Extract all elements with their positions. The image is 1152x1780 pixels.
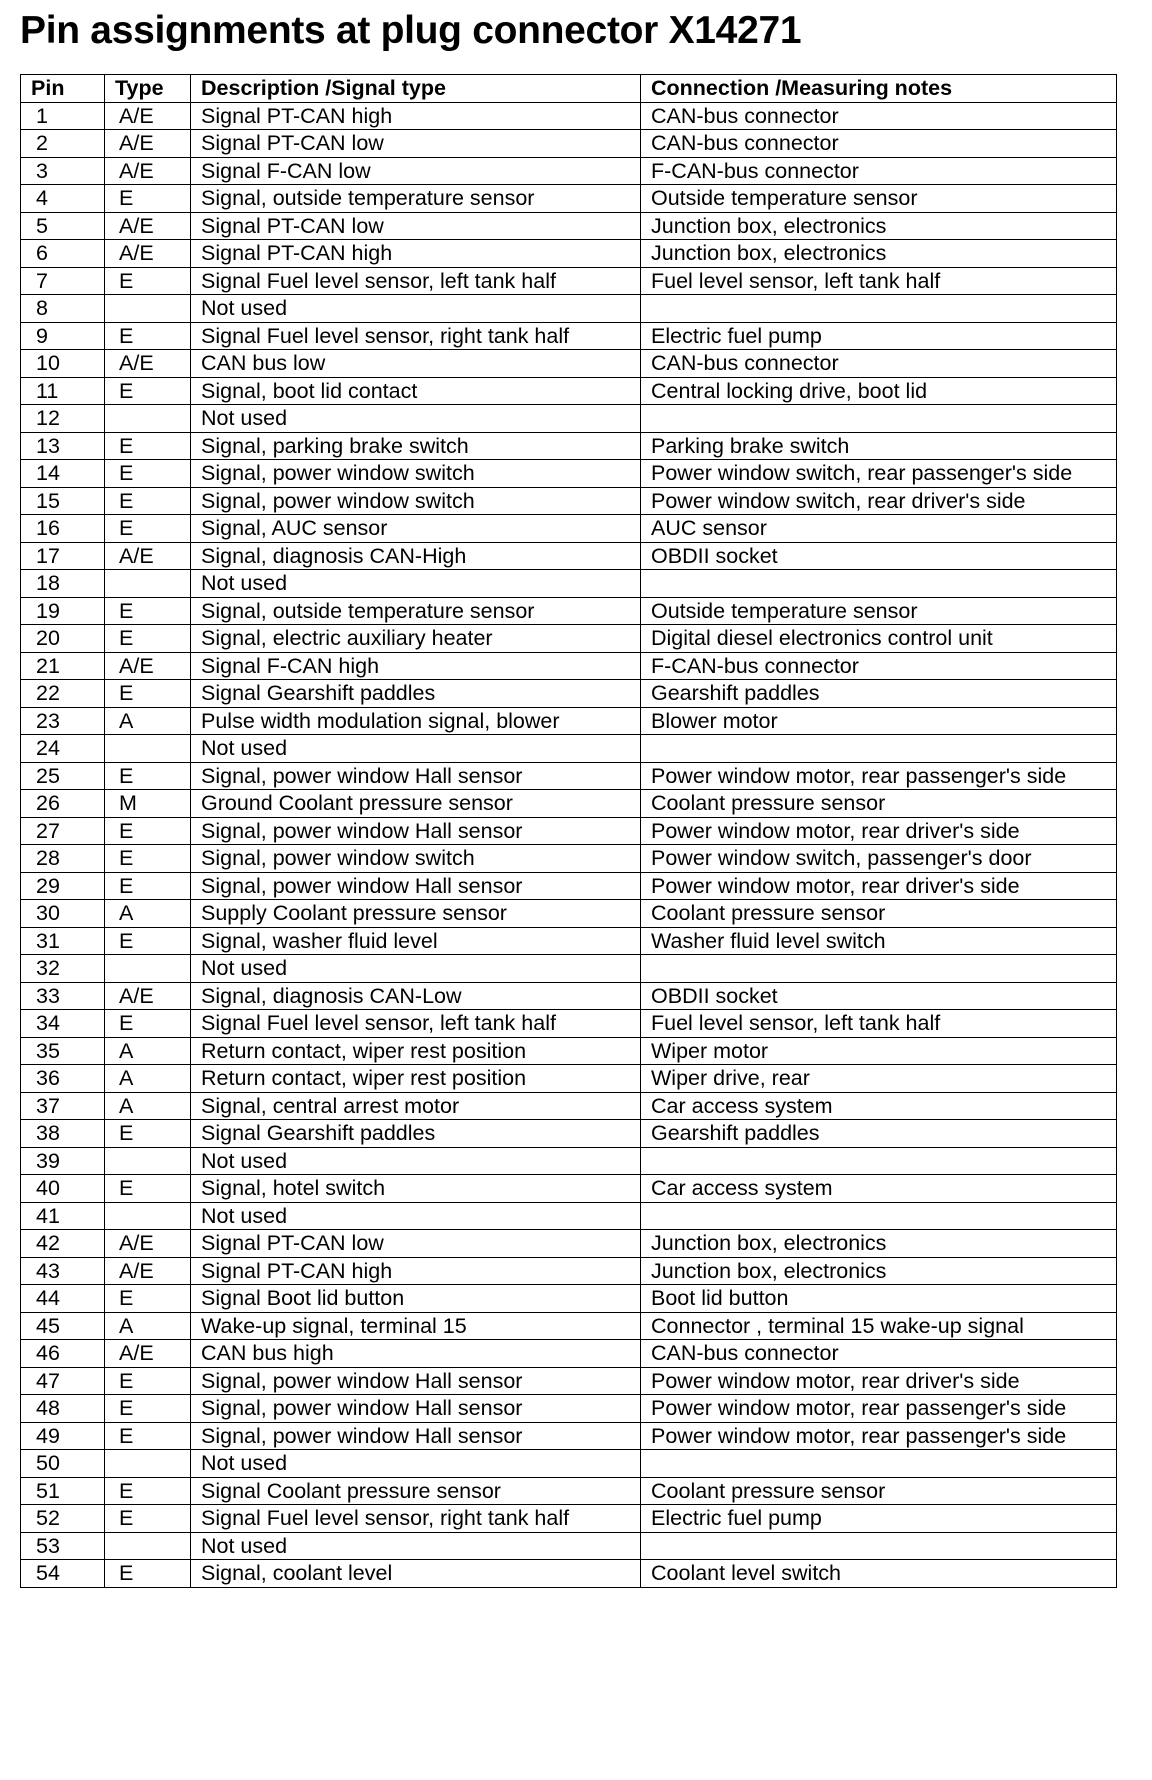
- table-row: [21, 185, 1117, 213]
- table-row: [21, 1037, 1117, 1065]
- pin-cell: 54: [21, 1560, 105, 1588]
- table-row: [21, 1395, 1117, 1423]
- description-cell: Signal PT-CAN high: [191, 102, 641, 130]
- pin-cell: 11: [21, 377, 105, 405]
- description-cell: Signal, power window Hall sensor: [191, 1367, 641, 1395]
- table-row: [21, 570, 1117, 598]
- pin-cell: 30: [21, 900, 105, 928]
- table-row: [21, 927, 1117, 955]
- type-cell: A/E: [105, 102, 191, 130]
- pin-cell: 53: [21, 1532, 105, 1560]
- table-row: [21, 652, 1117, 680]
- connection-cell: [641, 1147, 1117, 1175]
- table-row: [21, 1560, 1117, 1588]
- table-row: [21, 845, 1117, 873]
- table-row: [21, 1010, 1117, 1038]
- description-cell: Signal Gearshift paddles: [191, 680, 641, 708]
- type-cell: E: [105, 267, 191, 295]
- connection-cell: Power window switch, passenger's door: [641, 845, 1117, 873]
- type-cell: [105, 735, 191, 763]
- pin-cell: 28: [21, 845, 105, 873]
- connection-cell: [641, 1450, 1117, 1478]
- connection-cell: [641, 295, 1117, 323]
- table-row: [21, 1532, 1117, 1560]
- connection-cell: Connector , terminal 15 wake-up signal: [641, 1312, 1117, 1340]
- table-row: [21, 1120, 1117, 1148]
- table-row: [21, 1257, 1117, 1285]
- connection-cell: Gearshift paddles: [641, 1120, 1117, 1148]
- connection-cell: Fuel level sensor, left tank half: [641, 267, 1117, 295]
- table-row: [21, 1340, 1117, 1368]
- connection-cell: Gearshift paddles: [641, 680, 1117, 708]
- pin-cell: 32: [21, 955, 105, 983]
- description-cell: Not used: [191, 1147, 641, 1175]
- pin-cell: 37: [21, 1092, 105, 1120]
- type-cell: E: [105, 1367, 191, 1395]
- description-cell: Pulse width modulation signal, blower: [191, 707, 641, 735]
- type-cell: [105, 1202, 191, 1230]
- table-row: [21, 1065, 1117, 1093]
- table-row: [21, 1367, 1117, 1395]
- pin-cell: 25: [21, 762, 105, 790]
- page-title: Pin assignments at plug connector X14271: [20, 9, 802, 52]
- table-row: [21, 1422, 1117, 1450]
- pin-cell: 48: [21, 1395, 105, 1423]
- type-cell: E: [105, 1395, 191, 1423]
- connection-cell: Wiper motor: [641, 1037, 1117, 1065]
- table-row: [21, 1147, 1117, 1175]
- connection-cell: Outside temperature sensor: [641, 185, 1117, 213]
- table-row: [21, 762, 1117, 790]
- type-cell: A/E: [105, 212, 191, 240]
- table-row: [21, 377, 1117, 405]
- type-cell: E: [105, 432, 191, 460]
- description-cell: Signal, hotel switch: [191, 1175, 641, 1203]
- table-body: [21, 102, 1117, 1587]
- pin-cell: 36: [21, 1065, 105, 1093]
- description-cell: Supply Coolant pressure sensor: [191, 900, 641, 928]
- table-row: [21, 680, 1117, 708]
- description-cell: Signal, power window Hall sensor: [191, 1395, 641, 1423]
- description-cell: Signal, power window Hall sensor: [191, 1422, 641, 1450]
- pin-cell: 42: [21, 1230, 105, 1258]
- description-cell: Signal PT-CAN high: [191, 1257, 641, 1285]
- pin-cell: 8: [21, 295, 105, 323]
- type-cell: A: [105, 1092, 191, 1120]
- type-cell: E: [105, 817, 191, 845]
- connection-cell: Junction box, electronics: [641, 1257, 1117, 1285]
- type-cell: E: [105, 845, 191, 873]
- connection-cell: [641, 570, 1117, 598]
- connection-cell: Power window motor, rear driver's side: [641, 1367, 1117, 1395]
- pin-cell: 45: [21, 1312, 105, 1340]
- connection-cell: Power window motor, rear passenger's side: [641, 1395, 1117, 1423]
- table-row: [21, 900, 1117, 928]
- type-cell: E: [105, 515, 191, 543]
- pin-cell: 51: [21, 1477, 105, 1505]
- description-cell: Signal PT-CAN low: [191, 1230, 641, 1258]
- description-cell: Signal PT-CAN high: [191, 240, 641, 268]
- type-cell: A/E: [105, 240, 191, 268]
- type-cell: E: [105, 625, 191, 653]
- connection-cell: Power window switch, rear passenger's side: [641, 460, 1117, 488]
- pin-cell: 12: [21, 405, 105, 433]
- table-row: [21, 542, 1117, 570]
- pin-cell: 31: [21, 927, 105, 955]
- pin-cell: 38: [21, 1120, 105, 1148]
- type-cell: [105, 955, 191, 983]
- type-cell: E: [105, 1477, 191, 1505]
- type-cell: E: [105, 1010, 191, 1038]
- pin-cell: 19: [21, 597, 105, 625]
- type-cell: E: [105, 487, 191, 515]
- table-row: [21, 102, 1117, 130]
- description-cell: Not used: [191, 1532, 641, 1560]
- table-row: [21, 350, 1117, 378]
- connection-cell: OBDII socket: [641, 542, 1117, 570]
- type-cell: E: [105, 185, 191, 213]
- description-cell: Not used: [191, 405, 641, 433]
- connection-cell: Boot lid button: [641, 1285, 1117, 1313]
- description-cell: Signal Fuel level sensor, left tank half: [191, 267, 641, 295]
- description-cell: Signal PT-CAN low: [191, 130, 641, 158]
- type-cell: A/E: [105, 1340, 191, 1368]
- connection-cell: CAN-bus connector: [641, 1340, 1117, 1368]
- type-cell: [105, 295, 191, 323]
- type-cell: A/E: [105, 130, 191, 158]
- connection-cell: [641, 405, 1117, 433]
- pin-cell: 49: [21, 1422, 105, 1450]
- connection-cell: CAN-bus connector: [641, 102, 1117, 130]
- connection-cell: [641, 735, 1117, 763]
- pin-cell: 41: [21, 1202, 105, 1230]
- type-cell: E: [105, 680, 191, 708]
- table-row: [21, 817, 1117, 845]
- type-cell: E: [105, 1175, 191, 1203]
- connection-cell: Fuel level sensor, left tank half: [641, 1010, 1117, 1038]
- description-cell: Signal PT-CAN low: [191, 212, 641, 240]
- description-cell: Signal, diagnosis CAN-Low: [191, 982, 641, 1010]
- pin-cell: 10: [21, 350, 105, 378]
- table-row: [21, 1312, 1117, 1340]
- connection-cell: AUC sensor: [641, 515, 1117, 543]
- description-cell: Signal Boot lid button: [191, 1285, 641, 1313]
- type-cell: E: [105, 460, 191, 488]
- connection-cell: Car access system: [641, 1092, 1117, 1120]
- connection-cell: Digital diesel electronics control unit: [641, 625, 1117, 653]
- description-cell: Signal, power window switch: [191, 487, 641, 515]
- description-cell: Signal, power window switch: [191, 845, 641, 873]
- connection-cell: Coolant level switch: [641, 1560, 1117, 1588]
- type-cell: A/E: [105, 1257, 191, 1285]
- connection-cell: Blower motor: [641, 707, 1117, 735]
- type-cell: A/E: [105, 982, 191, 1010]
- table-row: [21, 1505, 1117, 1533]
- pin-cell: 15: [21, 487, 105, 515]
- description-cell: Not used: [191, 955, 641, 983]
- connection-cell: Central locking drive, boot lid: [641, 377, 1117, 405]
- table-row: [21, 1477, 1117, 1505]
- pin-cell: 46: [21, 1340, 105, 1368]
- table-row: [21, 1285, 1117, 1313]
- description-cell: Signal, parking brake switch: [191, 432, 641, 460]
- description-cell: Signal Gearshift paddles: [191, 1120, 641, 1148]
- pin-assignment-table: [20, 74, 1117, 1588]
- connection-cell: Coolant pressure sensor: [641, 790, 1117, 818]
- description-cell: Wake-up signal, terminal 15: [191, 1312, 641, 1340]
- connection-cell: F-CAN-bus connector: [641, 157, 1117, 185]
- description-cell: Signal, electric auxiliary heater: [191, 625, 641, 653]
- description-cell: Signal, power window Hall sensor: [191, 817, 641, 845]
- connection-cell: OBDII socket: [641, 982, 1117, 1010]
- type-cell: A: [105, 900, 191, 928]
- type-cell: E: [105, 1505, 191, 1533]
- pin-cell: 39: [21, 1147, 105, 1175]
- connection-cell: [641, 1202, 1117, 1230]
- table-row: [21, 487, 1117, 515]
- type-cell: [105, 1147, 191, 1175]
- connection-cell: Wiper drive, rear: [641, 1065, 1117, 1093]
- pin-cell: 52: [21, 1505, 105, 1533]
- pin-cell: 21: [21, 652, 105, 680]
- table-row: [21, 1450, 1117, 1478]
- type-cell: E: [105, 597, 191, 625]
- pin-cell: 18: [21, 570, 105, 598]
- type-cell: E: [105, 872, 191, 900]
- description-cell: Signal, washer fluid level: [191, 927, 641, 955]
- type-cell: E: [105, 927, 191, 955]
- description-cell: Signal F-CAN low: [191, 157, 641, 185]
- table-row: [21, 790, 1117, 818]
- table-row: [21, 982, 1117, 1010]
- column-header-connection: Connection /Measuring notes: [641, 75, 1117, 103]
- type-cell: A: [105, 1312, 191, 1340]
- pin-cell: 23: [21, 707, 105, 735]
- table-row: [21, 460, 1117, 488]
- column-header-description: Description /Signal type: [191, 75, 641, 103]
- pin-cell: 6: [21, 240, 105, 268]
- table-row: [21, 597, 1117, 625]
- type-cell: [105, 405, 191, 433]
- description-cell: Return contact, wiper rest position: [191, 1037, 641, 1065]
- connection-cell: Power window motor, rear passenger's side: [641, 1422, 1117, 1450]
- connection-cell: Electric fuel pump: [641, 1505, 1117, 1533]
- pin-cell: 34: [21, 1010, 105, 1038]
- table-row: [21, 212, 1117, 240]
- table-header: [21, 75, 1117, 103]
- connection-cell: Car access system: [641, 1175, 1117, 1203]
- description-cell: Signal F-CAN high: [191, 652, 641, 680]
- pin-cell: 20: [21, 625, 105, 653]
- description-cell: Return contact, wiper rest position: [191, 1065, 641, 1093]
- table-row: [21, 515, 1117, 543]
- table-row: [21, 267, 1117, 295]
- connection-cell: CAN-bus connector: [641, 350, 1117, 378]
- connection-cell: Junction box, electronics: [641, 212, 1117, 240]
- connection-cell: Washer fluid level switch: [641, 927, 1117, 955]
- table-row: [21, 322, 1117, 350]
- connection-cell: F-CAN-bus connector: [641, 652, 1117, 680]
- pin-cell: 40: [21, 1175, 105, 1203]
- description-cell: Not used: [191, 1450, 641, 1478]
- type-cell: A/E: [105, 350, 191, 378]
- description-cell: Not used: [191, 295, 641, 323]
- table-row: [21, 130, 1117, 158]
- type-cell: A/E: [105, 1230, 191, 1258]
- table-row: [21, 707, 1117, 735]
- description-cell: Not used: [191, 735, 641, 763]
- type-cell: A: [105, 1065, 191, 1093]
- connection-cell: Electric fuel pump: [641, 322, 1117, 350]
- description-cell: Not used: [191, 570, 641, 598]
- table-row: [21, 872, 1117, 900]
- connection-cell: Parking brake switch: [641, 432, 1117, 460]
- connection-cell: CAN-bus connector: [641, 130, 1117, 158]
- description-cell: Ground Coolant pressure sensor: [191, 790, 641, 818]
- pin-cell: 5: [21, 212, 105, 240]
- type-cell: A: [105, 707, 191, 735]
- type-cell: M: [105, 790, 191, 818]
- table-row: [21, 625, 1117, 653]
- description-cell: Signal, outside temperature sensor: [191, 185, 641, 213]
- pin-cell: 29: [21, 872, 105, 900]
- connection-cell: Outside temperature sensor: [641, 597, 1117, 625]
- connection-cell: [641, 955, 1117, 983]
- pin-cell: 17: [21, 542, 105, 570]
- header-row: [21, 75, 1117, 103]
- description-cell: Signal Coolant pressure sensor: [191, 1477, 641, 1505]
- pin-cell: 47: [21, 1367, 105, 1395]
- description-cell: Signal Fuel level sensor, left tank half: [191, 1010, 641, 1038]
- description-cell: Signal, boot lid contact: [191, 377, 641, 405]
- connection-cell: [641, 1532, 1117, 1560]
- column-header-type: Type: [105, 75, 191, 103]
- description-cell: CAN bus low: [191, 350, 641, 378]
- pin-cell: 14: [21, 460, 105, 488]
- table-row: [21, 157, 1117, 185]
- pin-cell: 24: [21, 735, 105, 763]
- table-row: [21, 405, 1117, 433]
- connection-cell: Power window switch, rear driver's side: [641, 487, 1117, 515]
- connection-cell: Power window motor, rear driver's side: [641, 872, 1117, 900]
- type-cell: E: [105, 377, 191, 405]
- pin-cell: 13: [21, 432, 105, 460]
- pin-cell: 27: [21, 817, 105, 845]
- pin-cell: 44: [21, 1285, 105, 1313]
- table-row: [21, 1092, 1117, 1120]
- type-cell: A/E: [105, 652, 191, 680]
- description-cell: CAN bus high: [191, 1340, 641, 1368]
- pin-cell: 2: [21, 130, 105, 158]
- description-cell: Signal, power window Hall sensor: [191, 872, 641, 900]
- pin-cell: 35: [21, 1037, 105, 1065]
- table-row: [21, 1230, 1117, 1258]
- pin-cell: 22: [21, 680, 105, 708]
- description-cell: Signal, AUC sensor: [191, 515, 641, 543]
- type-cell: [105, 1532, 191, 1560]
- pin-cell: 33: [21, 982, 105, 1010]
- pin-cell: 4: [21, 185, 105, 213]
- type-cell: E: [105, 1285, 191, 1313]
- pin-cell: 16: [21, 515, 105, 543]
- description-cell: Signal Fuel level sensor, right tank half: [191, 1505, 641, 1533]
- type-cell: A/E: [105, 542, 191, 570]
- type-cell: [105, 570, 191, 598]
- connection-cell: Power window motor, rear passenger's side: [641, 762, 1117, 790]
- pin-cell: 50: [21, 1450, 105, 1478]
- type-cell: E: [105, 1560, 191, 1588]
- description-cell: Signal, coolant level: [191, 1560, 641, 1588]
- pin-cell: 26: [21, 790, 105, 818]
- description-cell: Not used: [191, 1202, 641, 1230]
- description-cell: Signal, diagnosis CAN-High: [191, 542, 641, 570]
- description-cell: Signal, power window Hall sensor: [191, 762, 641, 790]
- table-row: [21, 295, 1117, 323]
- pin-cell: 43: [21, 1257, 105, 1285]
- type-cell: E: [105, 1422, 191, 1450]
- pin-cell: 3: [21, 157, 105, 185]
- description-cell: Signal Fuel level sensor, right tank half: [191, 322, 641, 350]
- pin-cell: 9: [21, 322, 105, 350]
- table-row: [21, 1175, 1117, 1203]
- connection-cell: Power window motor, rear driver's side: [641, 817, 1117, 845]
- type-cell: E: [105, 762, 191, 790]
- connection-cell: Junction box, electronics: [641, 1230, 1117, 1258]
- type-cell: A: [105, 1037, 191, 1065]
- description-cell: Signal, central arrest motor: [191, 1092, 641, 1120]
- column-header-pin: Pin: [21, 75, 105, 103]
- table-row: [21, 735, 1117, 763]
- type-cell: E: [105, 1120, 191, 1148]
- pin-cell: 7: [21, 267, 105, 295]
- table-row: [21, 1202, 1117, 1230]
- type-cell: E: [105, 322, 191, 350]
- table-row: [21, 955, 1117, 983]
- connection-cell: Coolant pressure sensor: [641, 1477, 1117, 1505]
- type-cell: A/E: [105, 157, 191, 185]
- description-cell: Signal, outside temperature sensor: [191, 597, 641, 625]
- type-cell: [105, 1450, 191, 1478]
- table-row: [21, 240, 1117, 268]
- pin-cell: 1: [21, 102, 105, 130]
- description-cell: Signal, power window switch: [191, 460, 641, 488]
- connection-cell: Coolant pressure sensor: [641, 900, 1117, 928]
- table-row: [21, 432, 1117, 460]
- connection-cell: Junction box, electronics: [641, 240, 1117, 268]
